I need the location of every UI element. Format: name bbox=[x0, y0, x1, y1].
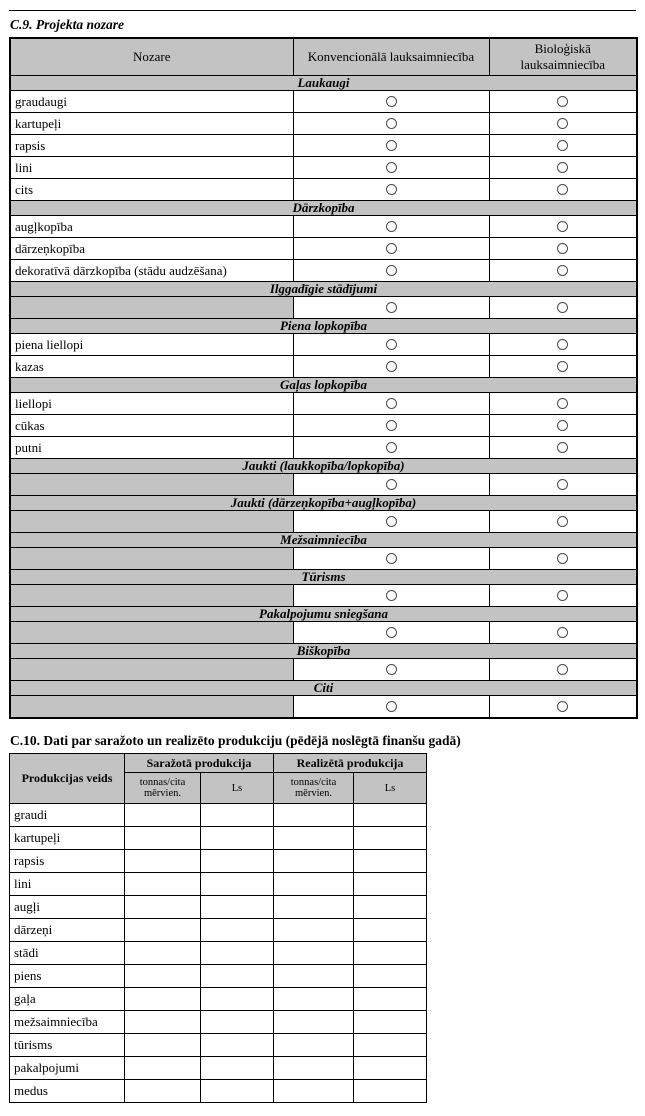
c9-data-row bbox=[10, 622, 637, 644]
c10-subheader-sold-unit: tonnas/cita mērvien. bbox=[274, 773, 354, 804]
radio-organic[interactable] bbox=[557, 701, 568, 712]
c10-production-table bbox=[9, 753, 427, 1103]
c10-sold-unit-cell[interactable] bbox=[274, 919, 354, 942]
c9-radio-cell bbox=[489, 393, 637, 415]
c10-col-header-sold: Realizētā produkcija bbox=[274, 754, 427, 773]
c9-radio-cell bbox=[293, 179, 489, 201]
c9-radio-cell bbox=[489, 659, 637, 681]
c10-row-label: gaļa bbox=[10, 988, 125, 1011]
c10-sold-ls-cell[interactable] bbox=[354, 827, 427, 850]
radio-organic[interactable] bbox=[557, 265, 568, 276]
c9-radio-cell bbox=[293, 474, 489, 496]
c10-produced-ls-cell[interactable] bbox=[201, 965, 274, 988]
c10-data-row bbox=[10, 1011, 427, 1034]
c10-data-row bbox=[10, 988, 427, 1011]
c9-section-label: Gaļas lopkopība bbox=[10, 378, 637, 393]
c10-produced-ls-cell[interactable] bbox=[201, 896, 274, 919]
c10-produced-unit-cell[interactable] bbox=[125, 942, 201, 965]
c10-produced-ls-cell[interactable] bbox=[201, 1034, 274, 1057]
c9-row-label: liellopi bbox=[10, 393, 293, 415]
radio-organic[interactable] bbox=[557, 243, 568, 254]
c10-row-label: kartupeļi bbox=[10, 827, 125, 850]
c9-data-row bbox=[10, 393, 637, 415]
c10-sold-ls-cell[interactable] bbox=[354, 804, 427, 827]
c9-data-row bbox=[10, 659, 637, 681]
c9-data-row bbox=[10, 157, 637, 179]
c9-radio-cell bbox=[293, 135, 489, 157]
c10-data-row bbox=[10, 965, 427, 988]
c10-produced-unit-cell[interactable] bbox=[125, 1080, 201, 1103]
c10-table-head bbox=[10, 754, 427, 804]
c9-radio-cell bbox=[489, 548, 637, 570]
c10-data-row bbox=[10, 1057, 427, 1080]
radio-organic[interactable] bbox=[557, 664, 568, 675]
radio-organic[interactable] bbox=[557, 590, 568, 601]
c10-data-row bbox=[10, 804, 427, 827]
c10-sold-ls-cell[interactable] bbox=[354, 919, 427, 942]
section-c9-title: C.9. Projekta nozare bbox=[10, 17, 125, 32]
c9-radio-cell bbox=[293, 437, 489, 459]
c10-sold-ls-cell[interactable] bbox=[354, 873, 427, 896]
radio-conventional[interactable] bbox=[386, 339, 397, 350]
c10-sold-ls-cell[interactable] bbox=[354, 942, 427, 965]
c9-row-label: putni bbox=[10, 437, 293, 459]
radio-conventional[interactable] bbox=[386, 516, 397, 527]
c9-radio-cell bbox=[489, 297, 637, 319]
c10-row-label: stādi bbox=[10, 942, 125, 965]
radio-conventional[interactable] bbox=[386, 479, 397, 490]
c9-section-label: Ilggadīgie stādījumi bbox=[10, 282, 637, 297]
c9-radio-cell bbox=[293, 659, 489, 681]
c10-sold-ls-cell[interactable] bbox=[354, 1011, 427, 1034]
c9-col-header-organic: Bioloģiskā lauksaimniecība bbox=[489, 38, 637, 76]
c9-radio-cell bbox=[489, 437, 637, 459]
c9-section-row bbox=[10, 607, 637, 622]
c10-produced-ls-cell[interactable] bbox=[201, 873, 274, 896]
c10-produced-ls-cell[interactable] bbox=[201, 850, 274, 873]
c9-row-label bbox=[10, 474, 293, 496]
radio-conventional[interactable] bbox=[386, 627, 397, 638]
radio-conventional[interactable] bbox=[386, 243, 397, 254]
c9-section-label: Mežsaimniecība bbox=[10, 533, 637, 548]
c10-data-row bbox=[10, 942, 427, 965]
c10-row-label: lini bbox=[10, 873, 125, 896]
c9-radio-cell bbox=[293, 696, 489, 719]
c9-radio-cell bbox=[293, 356, 489, 378]
c9-section-label: Jaukti (dārzeņkopība+augļkopība) bbox=[10, 496, 637, 511]
c10-sold-unit-cell[interactable] bbox=[274, 873, 354, 896]
c9-row-label bbox=[10, 548, 293, 570]
c10-data-row bbox=[10, 1034, 427, 1057]
c10-sold-unit-cell[interactable] bbox=[274, 1080, 354, 1103]
c10-sold-ls-cell[interactable] bbox=[354, 850, 427, 873]
c9-row-label bbox=[10, 622, 293, 644]
c9-radio-cell bbox=[293, 548, 489, 570]
radio-organic[interactable] bbox=[557, 221, 568, 232]
c10-header-row-1 bbox=[10, 754, 427, 773]
c10-row-label: dārzeņi bbox=[10, 919, 125, 942]
radio-conventional[interactable] bbox=[386, 162, 397, 173]
c10-produced-unit-cell[interactable] bbox=[125, 873, 201, 896]
c9-row-label: augļkopība bbox=[10, 216, 293, 238]
c10-produced-ls-cell[interactable] bbox=[201, 827, 274, 850]
c9-radio-cell bbox=[293, 334, 489, 356]
c9-data-row bbox=[10, 585, 637, 607]
c10-data-row bbox=[10, 919, 427, 942]
c9-row-label bbox=[10, 511, 293, 533]
c9-radio-cell bbox=[293, 238, 489, 260]
c9-section-row bbox=[10, 76, 637, 91]
c10-sold-ls-cell[interactable] bbox=[354, 1080, 427, 1103]
c9-data-row bbox=[10, 260, 637, 282]
radio-organic[interactable] bbox=[557, 479, 568, 490]
c10-produced-unit-cell[interactable] bbox=[125, 804, 201, 827]
c9-section-row bbox=[10, 319, 637, 334]
c10-sold-unit-cell[interactable] bbox=[274, 942, 354, 965]
c10-sold-unit-cell[interactable] bbox=[274, 827, 354, 850]
section-c10-title: C.10. Dati par saražoto un realizēto produkciju (pēdējā noslēgtā finanšu gadā) bbox=[10, 733, 461, 748]
c9-section-label: Jaukti (laukkopība/lopkopība) bbox=[10, 459, 637, 474]
c9-radio-cell bbox=[489, 511, 637, 533]
c9-radio-cell bbox=[489, 113, 637, 135]
radio-organic[interactable] bbox=[557, 442, 568, 453]
c10-sold-unit-cell[interactable] bbox=[274, 850, 354, 873]
c9-radio-cell bbox=[489, 585, 637, 607]
c9-row-label: cits bbox=[10, 179, 293, 201]
c10-table-body bbox=[10, 804, 427, 1103]
radio-conventional[interactable] bbox=[386, 664, 397, 675]
c9-section-label: Dārzkopība bbox=[10, 201, 637, 216]
c10-sold-unit-cell[interactable] bbox=[274, 896, 354, 919]
radio-conventional[interactable] bbox=[386, 221, 397, 232]
c9-radio-cell bbox=[293, 113, 489, 135]
c10-produced-ls-cell[interactable] bbox=[201, 1011, 274, 1034]
c10-sold-ls-cell[interactable] bbox=[354, 988, 427, 1011]
c9-data-row bbox=[10, 437, 637, 459]
c9-section-label: Tūrisms bbox=[10, 570, 637, 585]
c9-data-row bbox=[10, 356, 637, 378]
radio-conventional[interactable] bbox=[386, 184, 397, 195]
c10-sold-unit-cell[interactable] bbox=[274, 1057, 354, 1080]
radio-organic[interactable] bbox=[557, 553, 568, 564]
c10-produced-ls-cell[interactable] bbox=[201, 1057, 274, 1080]
c9-radio-cell bbox=[489, 216, 637, 238]
c9-radio-cell bbox=[293, 216, 489, 238]
c9-row-label bbox=[10, 659, 293, 681]
c9-radio-cell bbox=[293, 622, 489, 644]
radio-conventional[interactable] bbox=[386, 590, 397, 601]
c10-row-label: pakalpojumi bbox=[10, 1057, 125, 1080]
radio-organic[interactable] bbox=[557, 627, 568, 638]
c9-row-label: kazas bbox=[10, 356, 293, 378]
c9-radio-cell bbox=[489, 474, 637, 496]
c9-radio-cell bbox=[489, 334, 637, 356]
c9-radio-cell bbox=[293, 415, 489, 437]
c9-row-label: dārzeņkopība bbox=[10, 238, 293, 260]
c9-row-label: dekoratīvā dārzkopība (stādu audzēšana) bbox=[10, 260, 293, 282]
c9-row-label: cūkas bbox=[10, 415, 293, 437]
c9-radio-cell bbox=[293, 585, 489, 607]
c10-data-row bbox=[10, 850, 427, 873]
radio-organic[interactable] bbox=[557, 118, 568, 129]
c9-radio-cell bbox=[293, 511, 489, 533]
radio-organic[interactable] bbox=[557, 96, 568, 107]
c10-produced-unit-cell[interactable] bbox=[125, 827, 201, 850]
c9-row-label bbox=[10, 297, 293, 319]
c9-table-body bbox=[10, 76, 637, 719]
c10-sold-unit-cell[interactable] bbox=[274, 1011, 354, 1034]
c9-section-label: Piena lopkopība bbox=[10, 319, 637, 334]
c9-radio-cell bbox=[489, 260, 637, 282]
c10-produced-unit-cell[interactable] bbox=[125, 896, 201, 919]
c9-radio-cell bbox=[489, 157, 637, 179]
c9-radio-cell bbox=[489, 356, 637, 378]
c10-produced-unit-cell[interactable] bbox=[125, 1034, 201, 1057]
c9-data-row bbox=[10, 548, 637, 570]
c10-sold-unit-cell[interactable] bbox=[274, 988, 354, 1011]
c10-data-row bbox=[10, 873, 427, 896]
radio-organic[interactable] bbox=[557, 361, 568, 372]
c9-data-row bbox=[10, 511, 637, 533]
c10-row-label: graudi bbox=[10, 804, 125, 827]
c9-data-row bbox=[10, 334, 637, 356]
c9-section-row bbox=[10, 570, 637, 585]
c10-row-label: mežsaimniecība bbox=[10, 1011, 125, 1034]
c9-section-label: Citi bbox=[10, 681, 637, 696]
c9-data-row bbox=[10, 238, 637, 260]
c9-radio-cell bbox=[489, 179, 637, 201]
c9-data-row bbox=[10, 297, 637, 319]
radio-organic[interactable] bbox=[557, 420, 568, 431]
radio-organic[interactable] bbox=[557, 184, 568, 195]
c9-section-row bbox=[10, 378, 637, 393]
c9-table-head bbox=[10, 38, 637, 76]
c10-subheader-produced-ls: Ls bbox=[201, 773, 274, 804]
radio-organic[interactable] bbox=[557, 302, 568, 313]
radio-conventional[interactable] bbox=[386, 420, 397, 431]
c9-radio-cell bbox=[489, 91, 637, 113]
c9-radio-cell bbox=[489, 415, 637, 437]
c9-radio-cell bbox=[293, 157, 489, 179]
c10-sold-ls-cell[interactable] bbox=[354, 896, 427, 919]
c9-radio-cell bbox=[293, 91, 489, 113]
radio-conventional[interactable] bbox=[386, 140, 397, 151]
c10-data-row bbox=[10, 896, 427, 919]
c9-data-row bbox=[10, 179, 637, 201]
c10-sold-unit-cell[interactable] bbox=[274, 1034, 354, 1057]
top-divider bbox=[9, 10, 636, 11]
c9-radio-cell bbox=[489, 135, 637, 157]
c10-produced-unit-cell[interactable] bbox=[125, 1057, 201, 1080]
c10-sold-ls-cell[interactable] bbox=[354, 1034, 427, 1057]
c10-sold-ls-cell[interactable] bbox=[354, 1057, 427, 1080]
c9-data-row bbox=[10, 415, 637, 437]
c10-row-label: piens bbox=[10, 965, 125, 988]
c9-section-label: Biškopība bbox=[10, 644, 637, 659]
c9-radio-cell bbox=[489, 622, 637, 644]
c10-subheader-produced-unit: tonnas/cita mērvien. bbox=[125, 773, 201, 804]
c9-radio-cell bbox=[293, 260, 489, 282]
c10-row-label: augļi bbox=[10, 896, 125, 919]
c9-radio-cell bbox=[489, 696, 637, 719]
c9-row-label bbox=[10, 696, 293, 719]
c9-data-row bbox=[10, 474, 637, 496]
radio-organic[interactable] bbox=[557, 162, 568, 173]
c9-row-label: graudaugi bbox=[10, 91, 293, 113]
c9-data-row bbox=[10, 135, 637, 157]
c10-produced-unit-cell[interactable] bbox=[125, 1011, 201, 1034]
c9-section-row bbox=[10, 644, 637, 659]
c9-data-row bbox=[10, 696, 637, 719]
radio-organic[interactable] bbox=[557, 516, 568, 527]
c10-sold-ls-cell[interactable] bbox=[354, 965, 427, 988]
c10-produced-ls-cell[interactable] bbox=[201, 988, 274, 1011]
radio-conventional[interactable] bbox=[386, 398, 397, 409]
c9-sector-table bbox=[9, 37, 638, 719]
c10-col-header-produced: Saražotā produkcija bbox=[125, 754, 274, 773]
c9-row-label: rapsis bbox=[10, 135, 293, 157]
radio-conventional[interactable] bbox=[386, 442, 397, 453]
c9-row-label: piena liellopi bbox=[10, 334, 293, 356]
c9-section-row bbox=[10, 282, 637, 297]
c9-section-row bbox=[10, 533, 637, 548]
radio-organic[interactable] bbox=[557, 140, 568, 151]
c9-section-label: Laukaugi bbox=[10, 76, 637, 91]
c10-data-row bbox=[10, 827, 427, 850]
c10-produced-unit-cell[interactable] bbox=[125, 850, 201, 873]
radio-conventional[interactable] bbox=[386, 701, 397, 712]
c10-produced-unit-cell[interactable] bbox=[125, 919, 201, 942]
c10-row-label: rapsis bbox=[10, 850, 125, 873]
c9-row-label bbox=[10, 585, 293, 607]
c10-subheader-sold-ls: Ls bbox=[354, 773, 427, 804]
c9-radio-cell bbox=[293, 297, 489, 319]
c9-col-header-conventional: Konvencionālā lauksaimniecība bbox=[293, 38, 489, 76]
c9-radio-cell bbox=[293, 393, 489, 415]
radio-conventional[interactable] bbox=[386, 265, 397, 276]
c9-radio-cell bbox=[489, 238, 637, 260]
c9-section-label: Pakalpojumu sniegšana bbox=[10, 607, 637, 622]
c10-produced-ls-cell[interactable] bbox=[201, 942, 274, 965]
c10-sold-unit-cell[interactable] bbox=[274, 965, 354, 988]
c10-sold-unit-cell[interactable] bbox=[274, 804, 354, 827]
c10-produced-unit-cell[interactable] bbox=[125, 965, 201, 988]
c10-produced-unit-cell[interactable] bbox=[125, 988, 201, 1011]
radio-organic[interactable] bbox=[557, 398, 568, 409]
radio-organic[interactable] bbox=[557, 339, 568, 350]
radio-conventional[interactable] bbox=[386, 96, 397, 107]
c9-section-row bbox=[10, 681, 637, 696]
c10-data-row bbox=[10, 1080, 427, 1103]
c10-produced-ls-cell[interactable] bbox=[201, 804, 274, 827]
c9-section-row bbox=[10, 459, 637, 474]
c9-data-row bbox=[10, 113, 637, 135]
c9-data-row bbox=[10, 216, 637, 238]
c9-header-row bbox=[10, 38, 637, 76]
c9-section-row bbox=[10, 496, 637, 511]
c9-data-row bbox=[10, 91, 637, 113]
radio-conventional[interactable] bbox=[386, 553, 397, 564]
c10-row-label: medus bbox=[10, 1080, 125, 1103]
radio-conventional[interactable] bbox=[386, 302, 397, 313]
c10-row-label: tūrisms bbox=[10, 1034, 125, 1057]
c9-col-header-nozare: Nozare bbox=[10, 38, 293, 76]
c9-row-label: kartupeļi bbox=[10, 113, 293, 135]
radio-conventional[interactable] bbox=[386, 118, 397, 129]
c10-col-header-product: Produkcijas veids bbox=[10, 754, 125, 804]
c10-produced-ls-cell[interactable] bbox=[201, 1080, 274, 1103]
c10-produced-ls-cell[interactable] bbox=[201, 919, 274, 942]
radio-conventional[interactable] bbox=[386, 361, 397, 372]
c9-row-label: lini bbox=[10, 157, 293, 179]
c9-section-row bbox=[10, 201, 637, 216]
